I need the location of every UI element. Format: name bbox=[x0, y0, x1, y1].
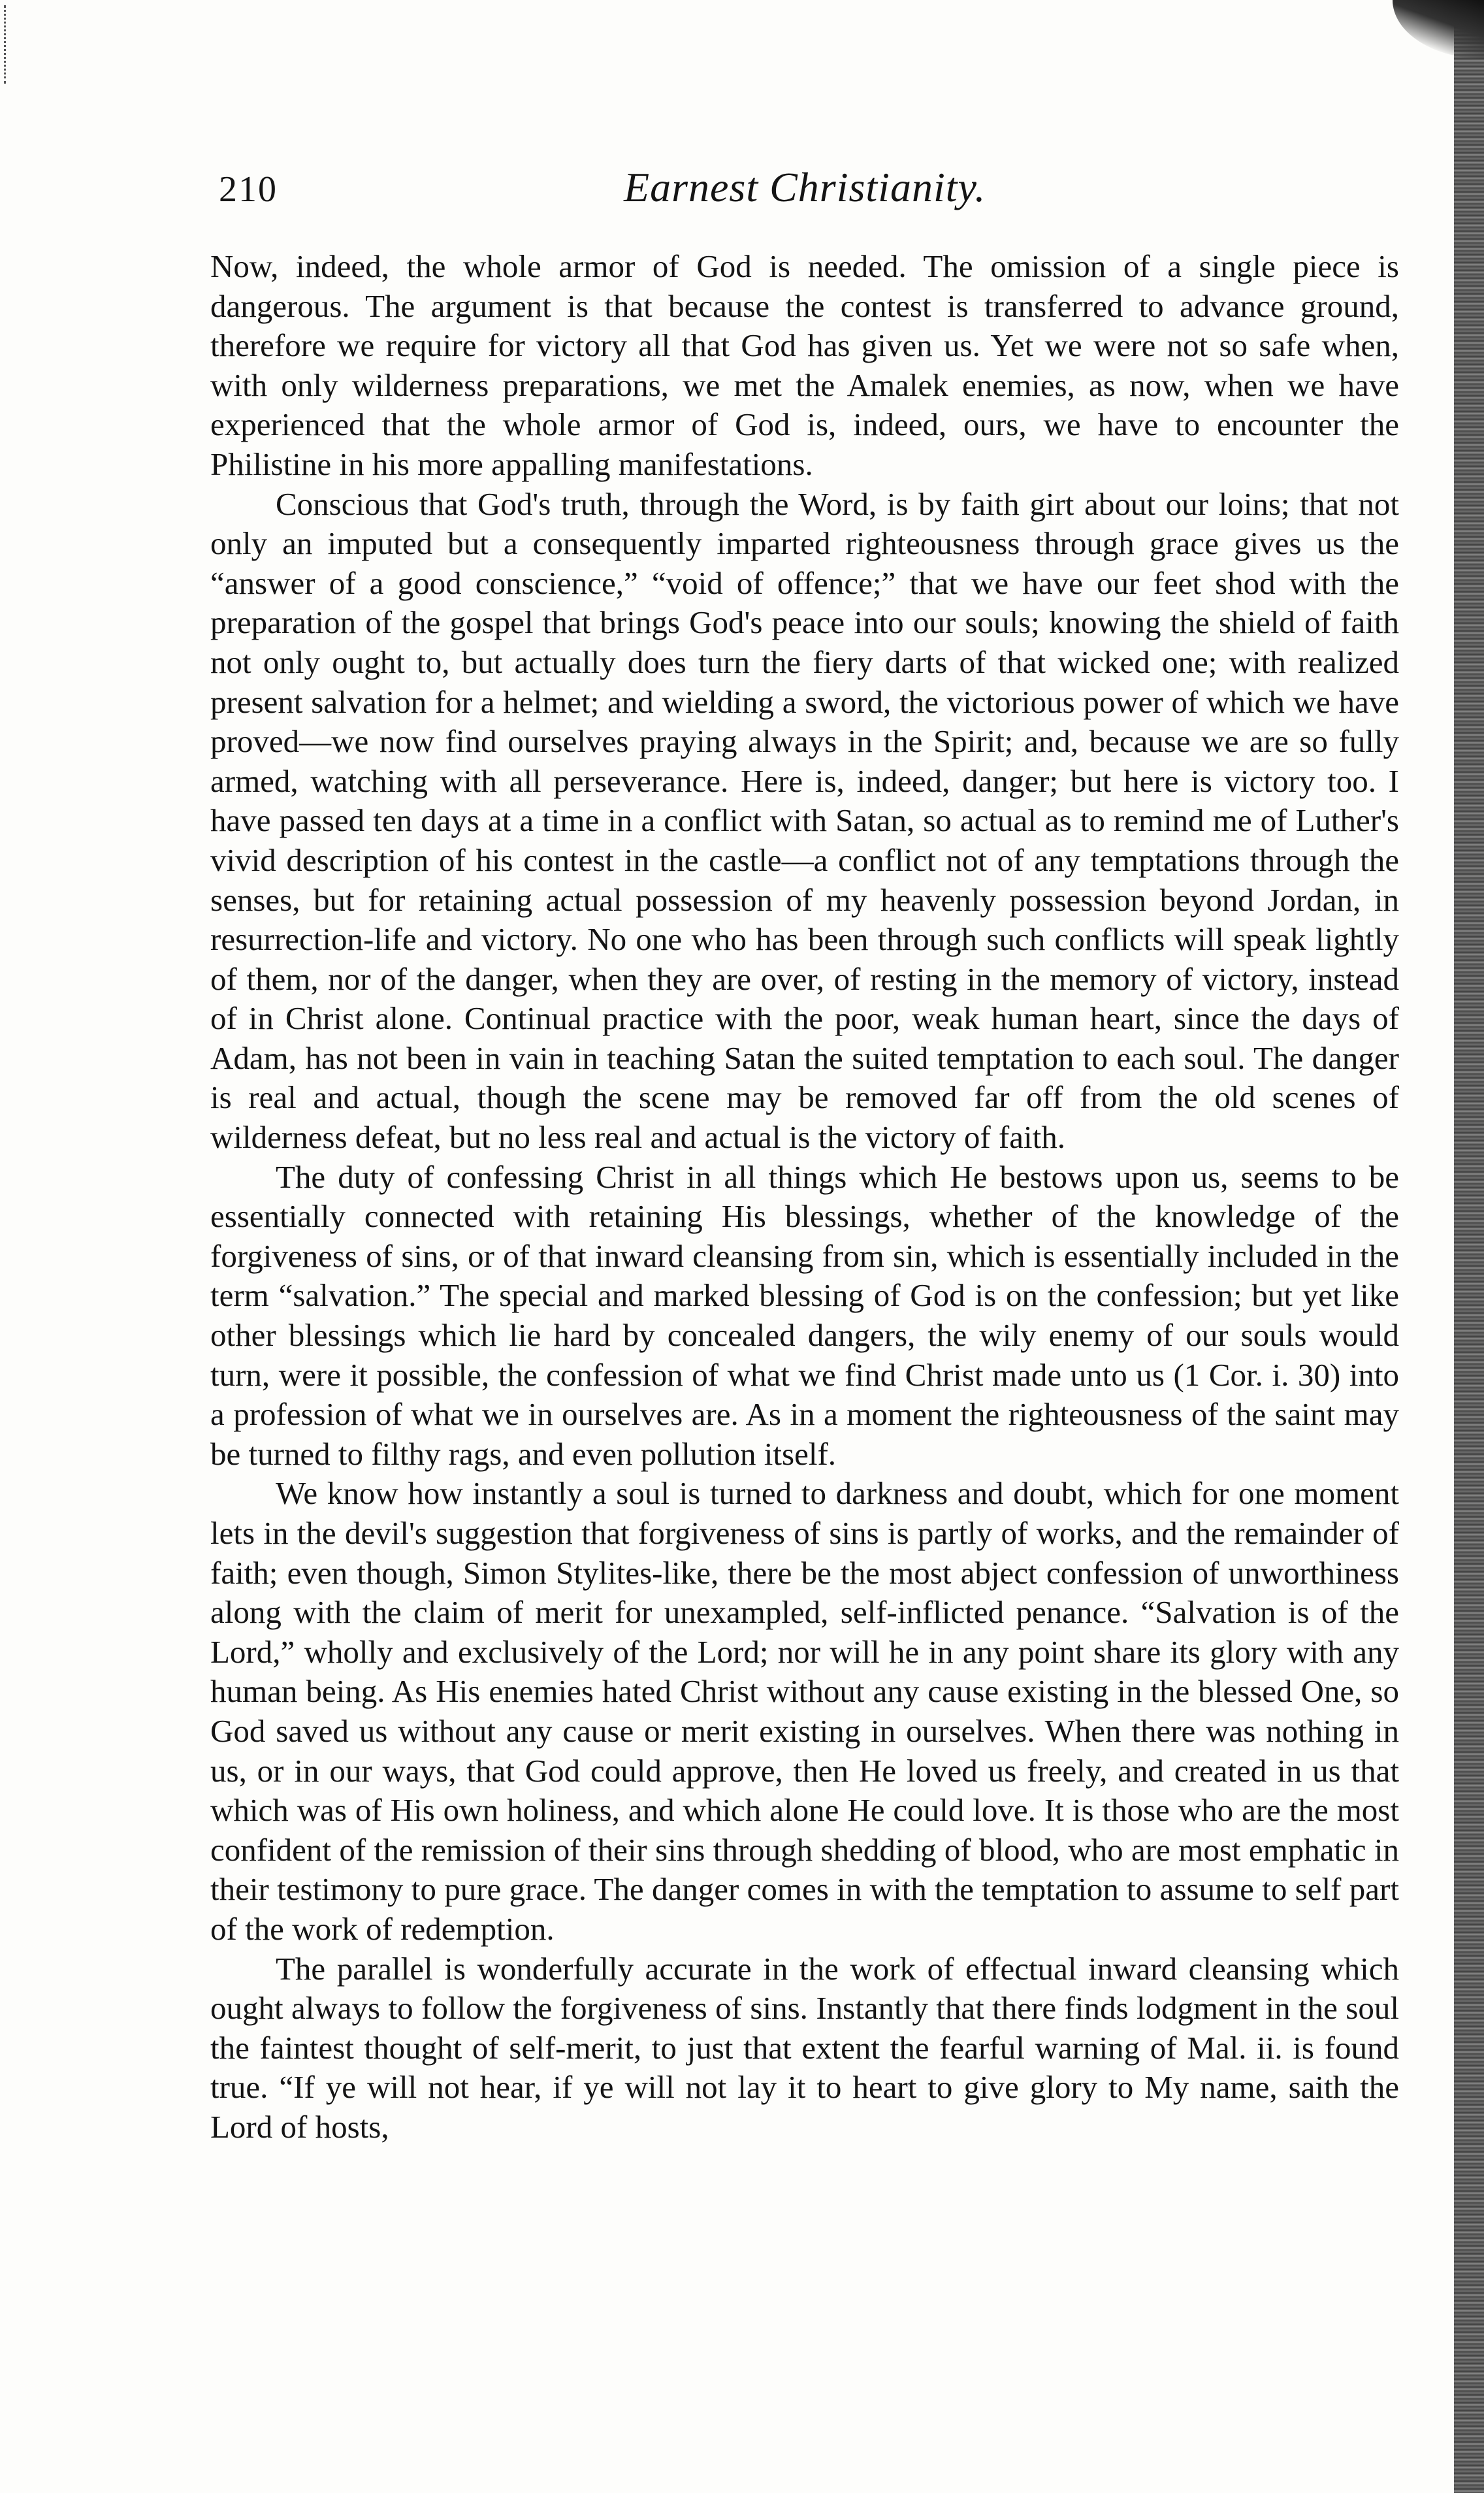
running-title: Earnest Christianity. bbox=[624, 164, 986, 210]
paragraph-2: Conscious that God's truth, through the Word, is by faith girt about our loins; that not only an imputed but a consequently imparted righteousness through grace gives us the “answer of a good conscience,” “void of offence;” that we have our feet shod with the preparation of the gospel that brings God's peace into our souls; knowing the shield of faith not only ought to, but actually does turn the fiery darts of that wicked one; with realized present salvation for a helmet; and wielding a sword, the victorious power of which we have proved—we now find ourselves praying always in the Spirit; and, because we are so fully armed, watching with all perseverance. Here is, indeed, danger; but here is victory too. I have passed ten days at a time in a conflict with Satan, so actual as to remind me of Luther's vivid description of his contest in the castle—a conflict not of any temptations through the senses, but for retaining actual possession of my heavenly possession beyond Jordan, in resurrection-life and victory. No one who has been through such conflicts will speak lightly of them, nor of the danger, when they are over, of resting in the memory of victory, instead of in Christ alone. Continual practice with the poor, weak human heart, since the days of Adam, has not been in vain in teaching Satan the suited temptation to each soul. The danger is real and actual, though the scene may be removed far off from the old scenes of wilderness defeat, but no less real and actual is the victory of faith. bbox=[210, 485, 1399, 1156]
paragraph-5: The parallel is wonderfully accurate in the work of effectual inward cleansing which ought always to follow the forgiveness of sins. Instantly that there finds lodgment in the soul the faintest thought of self-merit, to just that extent the fearful warning of Mal. ii. is found true. “If ye will not hear, if ye will not lay it to heart to give glory to My name, saith the Lord of hosts, bbox=[210, 1950, 1399, 2145]
binding-shadow bbox=[1454, 0, 1484, 2493]
page-number: 210 bbox=[219, 169, 278, 210]
paragraph-1: Now, indeed, the whole armor of God is needed. The omission of a single piece is dangerous. The argument is that because the contest is transferred to advance ground, therefore we require for victory all that God has given us. Yet we were not so safe when, with only wilderness preparations, we met the Amalek enemies, as now, when we have experienced that the whole armor of God is, indeed, ours, we have to encounter the Philistine in his more appalling manifestations. bbox=[210, 248, 1399, 482]
page-edge-marks bbox=[4, 5, 12, 84]
running-header bbox=[219, 163, 1401, 222]
paragraph-4: We know how instantly a soul is turned to darkness and doubt, which for one moment lets in the devil's suggestion that forgiveness of sins is partly of works, and the remainder of faith; even though, Simon Stylites-like, there be the most abject confession of unworthiness along with the claim of merit for unexampled, self-inflicted penance. “Salvation is of the Lord,” wholly and exclusively of the Lord; nor will he in any point share its glory with any human being. As His enemies hated Christ without any cause existing in the blessed One, so God saved us without any cause or merit existing in ourselves. When there was nothing in us, or in our ways, that God could approve, then He loved us freely, and created in us that which was of His own holiness, and which alone He could love. It is those who are the most confident of the remission of their sins through shedding of blood, who are most emphatic in their testimony to pure grace. The danger comes in with the temptation to assume to self part of the work of redemption. bbox=[210, 1475, 1399, 1947]
body-text bbox=[210, 247, 1399, 2147]
page-curl bbox=[1393, 0, 1484, 59]
paragraph-3: The duty of confessing Christ in all things which He bestows upon us, seems to be essentially connected with retaining His blessings, whether of the knowledge of the forgiveness of sins, or of that inward cleansing from sin, which is essentially included in the term “salvation.” The special and marked blessing of God is on the confession; but yet like other blessings which lie hard by concealed dangers, the wily enemy of our souls would turn, were it possible, the confession of what we find Christ made unto us (1 Cor. i. 30) into a profession of what we in ourselves are. As in a moment the righteousness of the saint may be turned to filthy rags, and even pollution itself. bbox=[210, 1158, 1399, 1472]
